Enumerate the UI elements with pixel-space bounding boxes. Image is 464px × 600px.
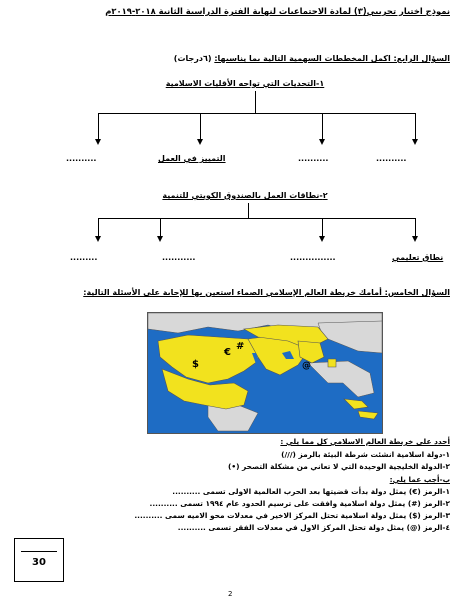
q4-title: السؤال الرابع: اكمل المخططات السهمية التالية بما يناسبها:: [214, 54, 450, 63]
part-a-item-1: ١-دولة اسلامية انشئت شرطة البيئة بالرمز (///): [281, 450, 450, 459]
map-svg: [148, 313, 382, 433]
part-a-title: أحدد على خريطة العالم الاسلامي كل مما يلي :: [280, 437, 450, 446]
chart1-branch-4: ..........: [376, 154, 407, 163]
part-a-item-2: ٢-الدولة الخليجية الوحيدة التي لا تعاني من مشكلة التصحر (•): [228, 462, 450, 471]
map-symbol-dollar: $: [192, 359, 199, 370]
page-number: 2: [228, 590, 233, 598]
q4-title-row: [30, 54, 450, 63]
score-total: 30: [32, 557, 46, 568]
part-b-item-3: ٣-الرمز ($) يمثل دولة اسلامية تحتل المركز الاخير في معدلات محو الاميه سمى ..........: [134, 511, 450, 520]
part-b-item-1: ١-الرمز (€) يمثل دولة بدأت قضيتها بعد الحرب العالمية الاولى تسمى ..........: [172, 487, 450, 496]
map-symbol-euro: €: [224, 347, 231, 358]
part-b-item-2: ٢-الرمز (#) يمثل دولة اسلامية وافقت على ترسيم الحدود عام ١٩٩٤ تسمى ..........: [149, 499, 450, 508]
chart1-branch-3: ..........: [298, 154, 329, 163]
map-symbol-hash: #: [236, 341, 245, 352]
score-blank-line: [21, 551, 57, 552]
q4-marks: (٦درجات): [173, 54, 212, 63]
chart2-heading: ٢-نطاقات العمل بالصندوق الكويتي للتنمية: [162, 191, 328, 200]
chart2-branch-1: .........: [70, 253, 98, 262]
chart1-branch-1: ..........: [66, 154, 97, 163]
chart2-branch-2: ...........: [162, 253, 196, 262]
islamic-world-map: [147, 312, 383, 434]
map-symbol-at: @: [302, 361, 311, 371]
exam-title: نموذج اختبار تجريبي(٣) لمادة الاجتماعيات لنهاية الفترة الدراسية الثانية ٢٠١٨-٢٠١٩م: [105, 6, 450, 16]
part-b-item-4: ٤-الرمز (@) يمثل دولة تحتل المركز الاول في معدلات الفقر تسمى ..........: [177, 523, 450, 532]
part-b-title: ب-أجب عما يلي:: [389, 475, 450, 484]
chart1-branch-2: التمييز في العمل: [158, 154, 226, 163]
q5-title: السؤال الخامس: أمامك خريطة العالم الإسلامي الصماء استعين بها للإجابة على الأسئلة التالية:: [83, 288, 450, 297]
chart1-heading: ١-التحديات التي تواجه الأقليات الاسلامية: [165, 79, 325, 88]
score-box: [14, 538, 64, 582]
chart2-branch-4: نطاق تعليمي: [392, 253, 444, 262]
chart2-branch-3: ...............: [290, 253, 336, 262]
